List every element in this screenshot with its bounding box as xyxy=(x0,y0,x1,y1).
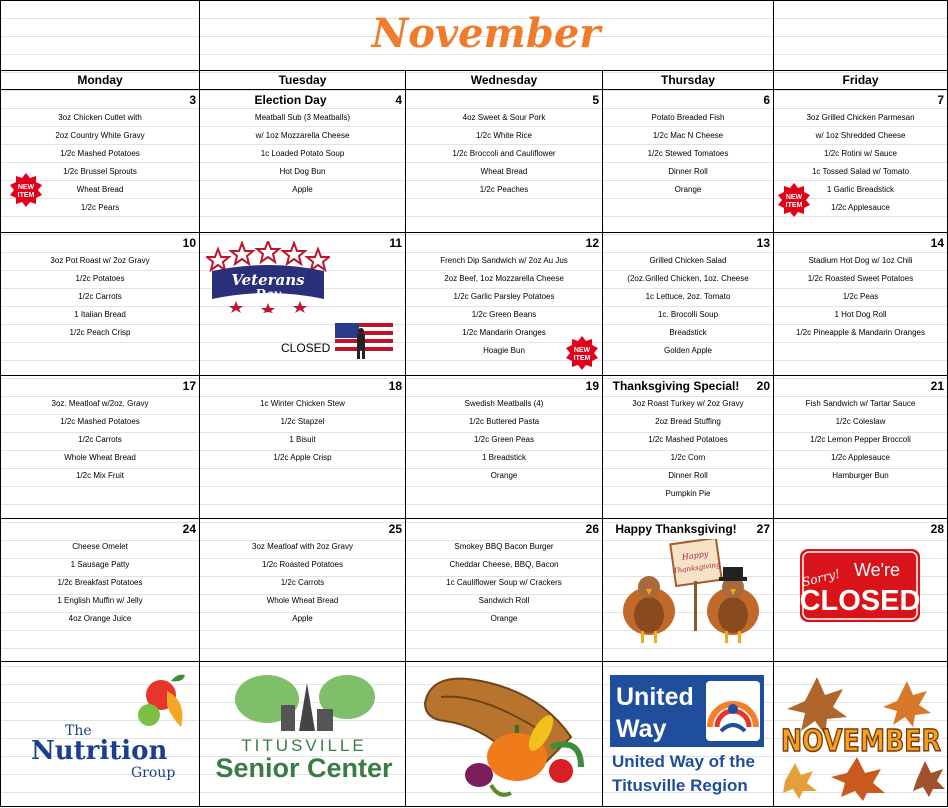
senior-name: Senior Center xyxy=(215,753,393,783)
menu-item: 1 Italian Bread xyxy=(74,310,126,319)
new-item-badge xyxy=(9,173,43,207)
menu-item: 1 Hot Dog Roll xyxy=(834,310,887,319)
senior-center-logo xyxy=(207,669,401,801)
menu-item: 1/2c Buttered Pasta xyxy=(468,417,540,426)
menu-item: 1 English Muffin w/ Jelly xyxy=(57,596,143,605)
day-cell xyxy=(406,90,602,232)
menu-item: w/ 1oz Mozzarella Cheese xyxy=(255,131,350,140)
day-number: 17 xyxy=(182,379,196,393)
menu-items xyxy=(1,252,199,342)
were-text: We're xyxy=(853,560,901,580)
menu-item: 2oz Bread Stuffing xyxy=(655,417,721,426)
day-cell xyxy=(774,376,947,518)
day-number: 24 xyxy=(182,522,196,536)
menu-item: (2oz.Grilled Chicken, 1oz. Cheese xyxy=(627,274,749,283)
menu-items xyxy=(603,109,773,199)
menu-items xyxy=(406,538,602,628)
new-item-text: ITEM xyxy=(17,192,35,199)
special-label: Happy Thanksgiving! xyxy=(615,522,737,536)
day-number: 14 xyxy=(930,236,944,250)
menu-item: 1/2c Breakfast Potatoes xyxy=(57,578,143,587)
menu-item: Orange xyxy=(674,185,702,194)
menu-item: 3oz Grilled Chicken Parmesan xyxy=(806,113,915,122)
closed-sign xyxy=(799,548,921,623)
menu-item: 1/2c Mandarin Oranges xyxy=(462,328,546,337)
nutrition-group-logo xyxy=(21,671,193,799)
day-header: Thursday xyxy=(660,73,715,87)
new-item-text: NEW xyxy=(17,184,35,191)
menu-item: 1c Tossed Salad w/ Tomato xyxy=(811,167,910,176)
menu-items xyxy=(774,252,947,342)
month-title: November xyxy=(371,10,601,57)
menu-item: 3oz Pot Roast w/ 2oz Gravy xyxy=(50,256,150,265)
day-number: 27 xyxy=(756,522,770,536)
menu-item: 3oz. Meatloaf w/2oz. Gravy xyxy=(51,399,149,408)
menu-item: 1/2c Apple Crisp xyxy=(273,453,332,462)
menu-item: 1/2c Potatoes xyxy=(75,274,125,283)
menu-item: 1/2c Lemon Pepper Broccoli xyxy=(810,435,911,444)
day-number: 26 xyxy=(585,522,599,536)
menu-item: 2oz Beef, 1oz Mozzarella Cheese xyxy=(444,274,564,283)
united-caption: Titusville Region xyxy=(612,776,748,795)
menu-item: 1c Winter Chicken Stew xyxy=(260,399,345,408)
menu-item: 1c Lettuce, 2oz. Tomato xyxy=(645,292,731,301)
menu-item: Golden Apple xyxy=(663,346,713,355)
day-number: 10 xyxy=(182,236,196,250)
menu-items xyxy=(406,109,602,199)
menu-item: 2oz Country White Gravy xyxy=(55,131,145,140)
menu-items xyxy=(603,252,773,360)
grid-line xyxy=(1,661,947,662)
day-number: 18 xyxy=(388,379,402,393)
menu-item: 1/2c White Rice xyxy=(475,131,533,140)
menu-item: Wheat Bread xyxy=(480,167,528,176)
closed-sign-text: CLOSED xyxy=(799,585,921,617)
menu-items xyxy=(603,395,773,503)
day-number: 11 xyxy=(389,236,402,250)
menu-item: Apple xyxy=(292,614,313,623)
menu-item: 3oz Meatloaf with 2oz Gravy xyxy=(252,542,353,551)
day-number: 6 xyxy=(763,93,770,107)
menu-item: Orange xyxy=(490,471,518,480)
november-autumn-art xyxy=(777,673,945,801)
menu-item: 1/2c Garlic Parsley Potatoes xyxy=(453,292,555,301)
menu-item: 1/2c Peas xyxy=(842,292,879,301)
menu-item: 1/2c Roasted Sweet Potatoes xyxy=(807,274,914,283)
new-item-text: NEW xyxy=(785,194,803,201)
day-number: 19 xyxy=(585,379,599,393)
menu-item: 1/2c Pears xyxy=(80,203,120,212)
thanksgiving-turkeys-icon xyxy=(621,539,761,647)
menu-item: 1 Breadstick xyxy=(481,453,527,462)
menu-item: Pumpkin Pie xyxy=(665,489,711,498)
menu-item: Dinner Roll xyxy=(668,471,708,480)
menu-item: Smokey BBQ Bacon Burger xyxy=(454,542,554,551)
special-label: Thanksgiving Special! xyxy=(612,379,740,393)
menu-item: 1/2c Corn xyxy=(670,453,706,462)
senior-city: TITUSVILLE xyxy=(241,736,367,755)
sign-text: Happy xyxy=(681,549,709,562)
menu-item: 1/2c Carrots xyxy=(78,292,122,301)
menu-item: 1/2c Carrots xyxy=(78,435,122,444)
nutrition-group: Group xyxy=(131,765,176,781)
way-text: Way xyxy=(616,715,667,743)
menu-item: Dinner Roll xyxy=(668,167,708,176)
new-item-text: ITEM xyxy=(573,355,591,362)
menu-item: 4oz Sweet & Sour Pork xyxy=(462,113,546,122)
day-number: 12 xyxy=(585,236,599,250)
menu-item: 1c Loaded Potato Soup xyxy=(260,149,345,158)
menu-items xyxy=(200,395,405,467)
day-cell xyxy=(1,233,199,375)
day-cell xyxy=(200,519,405,661)
menu-item: 3oz Roast Turkey w/ 2oz Gravy xyxy=(632,399,744,408)
day-number: 28 xyxy=(930,522,944,536)
nutrition-name: Nutrition xyxy=(31,736,168,766)
day-number: 7 xyxy=(937,93,944,107)
day-number: 20 xyxy=(756,379,770,393)
closed-text: CLOSED xyxy=(281,341,331,355)
menu-item: 1/2c Mashed Potatoes xyxy=(648,435,728,444)
menu-item: 1/2c Mashed Potatoes xyxy=(60,417,140,426)
menu-item: Hoagie Bun xyxy=(483,346,525,355)
united-way-logo xyxy=(610,675,766,799)
menu-item: 1 Sausage Patty xyxy=(70,560,130,569)
united-caption: United Way of the xyxy=(612,752,755,771)
menu-items xyxy=(1,395,199,485)
menu-item: 1/2c Carrots xyxy=(280,578,325,587)
day-cell xyxy=(406,519,602,661)
day-number: 4 xyxy=(395,93,402,107)
menu-item: 1/2c Applesauce xyxy=(831,453,890,462)
menu-item: Wheat Bread xyxy=(76,185,124,194)
menu-item: 1/2c Mac N Cheese xyxy=(652,131,724,140)
day-header: Wednesday xyxy=(470,73,538,87)
cornucopia-icon xyxy=(421,667,591,803)
sorry-text: Sorry! xyxy=(800,566,842,590)
menu-items xyxy=(200,538,405,628)
sign-text: Thanksgiving xyxy=(672,560,721,576)
day-cell xyxy=(603,90,773,232)
menu-item: French Dip Sandwich w/ 2oz Au Jus xyxy=(440,256,568,265)
menu-item: Hot Dog Bun xyxy=(279,167,326,176)
day-number: 21 xyxy=(930,379,944,393)
day-header: Tuesday xyxy=(278,73,327,87)
new-item-text: NEW xyxy=(573,347,591,354)
menu-item: 3oz Chicken Cutlet with xyxy=(58,113,142,122)
new-item-badge xyxy=(777,183,811,217)
menu-item: 1c Cauliflower Soup w/ Crackers xyxy=(446,578,562,587)
menu-item: 1/2c Peach Crisp xyxy=(69,328,131,337)
menu-item: 1 Bisuit xyxy=(289,435,316,444)
menu-item: 1/2c Applesauce xyxy=(831,203,890,212)
menu-item: 1/2c Stewed Tomatoes xyxy=(647,149,729,158)
menu-item: Cheddar Cheese, BBQ, Bacon xyxy=(449,560,559,569)
menu-items xyxy=(406,395,602,485)
menu-item: 1/2c Rotini w/ Sauce xyxy=(824,149,897,158)
menu-item: 1/2c Mashed Potatoes xyxy=(60,149,140,158)
menu-item: Breadstick xyxy=(669,328,707,337)
menu-item: Apple xyxy=(292,185,313,194)
day-cell xyxy=(1,376,199,518)
day-header: Friday xyxy=(842,73,879,87)
menu-item: 1c. Brocolli Soup xyxy=(657,310,719,319)
menu-item: 1/2c Green Peas xyxy=(473,435,535,444)
menu-item: 1/2c Stapzel xyxy=(280,417,325,426)
menu-item: 1/2c Coleslaw xyxy=(835,417,886,426)
day-cell xyxy=(200,376,405,518)
day-cell xyxy=(1,519,199,661)
menu-item: Grilled Chicken Salad xyxy=(649,256,727,265)
day-number: 5 xyxy=(592,93,599,107)
day-cell xyxy=(200,90,405,232)
menu-item: w/ 1oz Shredded Cheese xyxy=(815,131,906,140)
day-number: 25 xyxy=(388,522,402,536)
menu-item: Orange xyxy=(490,614,518,623)
menu-item: 1/2c Broccoli and Cauliflower xyxy=(452,149,556,158)
special-label: Election Day xyxy=(254,93,327,107)
new-item-text: ITEM xyxy=(785,202,803,209)
day-cell xyxy=(406,376,602,518)
day-number: 3 xyxy=(189,93,196,107)
veterans-day-logo xyxy=(206,241,330,313)
menu-item: Fish Sandwich w/ Tartar Sauce xyxy=(805,399,916,408)
november-art-text: NOVEMBER xyxy=(781,724,941,759)
menu-item: Whole Wheat Bread xyxy=(64,453,136,462)
menu-item: Swedish Meatballs (4) xyxy=(464,399,544,408)
menu-item: 1/2c Roasted Potatoes xyxy=(262,560,343,569)
day-header: Monday xyxy=(77,73,123,87)
menu-items xyxy=(1,538,199,628)
menu-item: 4oz Orange Juice xyxy=(68,614,132,623)
menu-item: 1/2c Pineapple & Mandarin Oranges xyxy=(796,328,925,337)
united-text: United xyxy=(616,683,694,711)
day-number: 13 xyxy=(756,236,770,250)
menu-item: Stadium Hot Dog w/ 1oz Chili xyxy=(808,256,913,265)
veterans-text: Day xyxy=(255,287,281,301)
menu-item: Hamburger Bun xyxy=(832,471,889,480)
menu-item: Potato Breaded Fish xyxy=(651,113,725,122)
menu-items xyxy=(200,109,405,199)
menu-items xyxy=(774,395,947,485)
menu-item: 1/2c Brussel Sprouts xyxy=(63,167,137,176)
menu-item: Sandwich Roll xyxy=(478,596,530,605)
menu-item: 1 Garlic Breadstick xyxy=(826,185,895,194)
day-cell xyxy=(1,90,199,232)
menu-item: Cheese Omelet xyxy=(72,542,128,551)
menu-item: 1/2c Peaches xyxy=(479,185,529,194)
menu-item: 1/2c Mix Fruit xyxy=(75,471,124,480)
day-cell xyxy=(603,376,773,518)
flag-soldier-icon xyxy=(333,321,395,359)
day-cell xyxy=(774,233,947,375)
new-item-badge xyxy=(565,336,599,370)
menu-item: Whole Wheat Bread xyxy=(266,596,339,605)
veterans-text: Veterans xyxy=(231,271,305,289)
day-cell xyxy=(603,233,773,375)
nutrition-the: The xyxy=(65,723,92,739)
menu-item: Meatball Sub (3 Meatballs) xyxy=(254,113,351,122)
menu-item: 1/2c Green Beans xyxy=(471,310,537,319)
